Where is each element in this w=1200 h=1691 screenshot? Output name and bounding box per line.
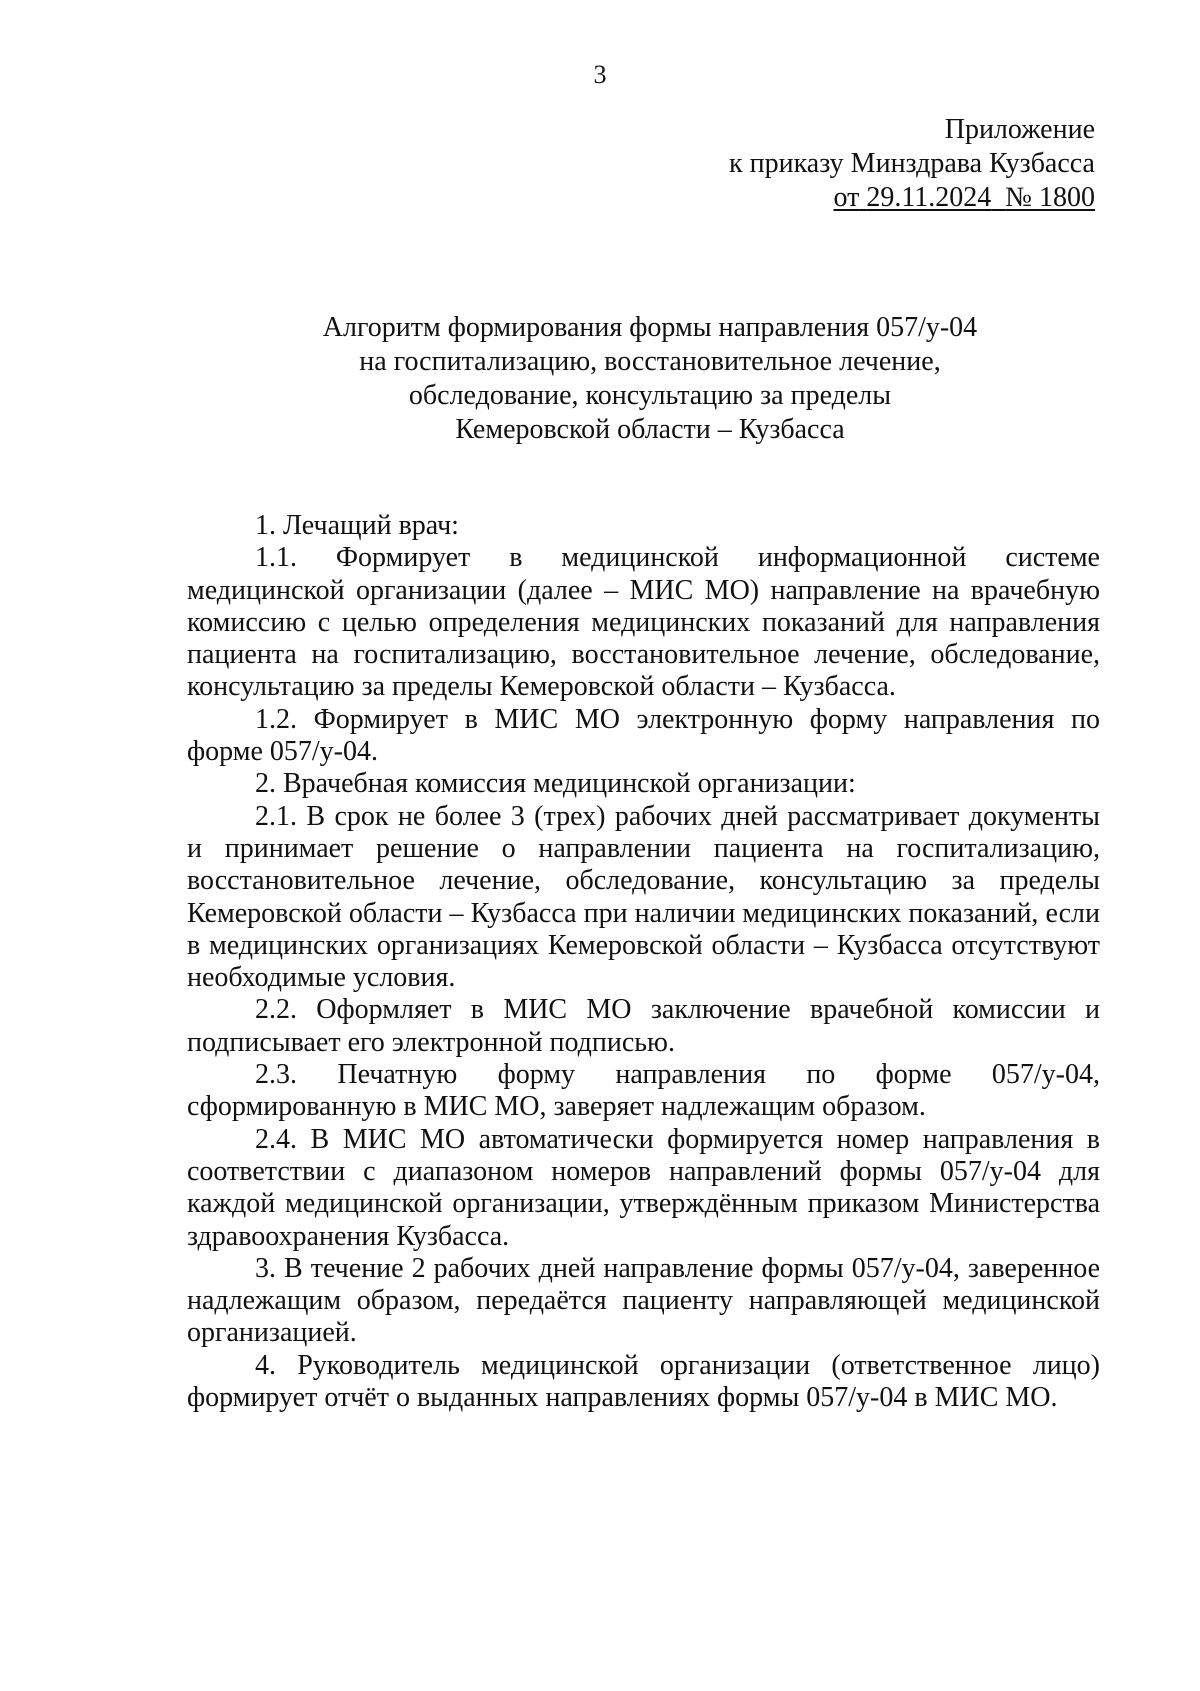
item-2-1-line: 2.1. В срок не более 3 (трех) рабочих дней рассматривает документы bbox=[255, 800, 1100, 832]
title-line-2: на госпитализацию, восстановительное лечение, bbox=[359, 346, 941, 377]
item-2-1-line: в медицинских организациях Кемеровской области – Кузбасса отсутствуют bbox=[187, 929, 1100, 961]
item-2-4-line: 2.4. В МИС МО автоматически формируется номер направления в bbox=[255, 1123, 1100, 1155]
appendix-label: Приложение bbox=[944, 114, 1095, 145]
item-2-3-line: 2.3. Печатную форму направления по форме 057/у-04, bbox=[255, 1059, 1100, 1091]
item-1-2-line: форме 057/у-04. bbox=[187, 736, 378, 768]
title-line-4: Кемеровской области – Кузбасса bbox=[455, 414, 845, 445]
page-number: 3 bbox=[593, 60, 607, 89]
appendix-header bbox=[575, 113, 1095, 215]
document-body bbox=[187, 510, 1100, 1414]
section-4-line: 4. Руководитель медицинской организации (ответственное лицо) bbox=[255, 1349, 1100, 1381]
item-2-4-line: соответствии с диапазоном номеров направлений формы 057/у-04 для bbox=[187, 1155, 1100, 1187]
item-2-1-line: и принимает решение о направлении пациента на госпитализацию, bbox=[187, 832, 1100, 864]
title-line-1: Алгоритм формирования формы направления 057/у-04 bbox=[322, 312, 978, 343]
section-3-line: организацией. bbox=[187, 1317, 357, 1349]
item-2-2-line: подписывает его электронной подписью. bbox=[187, 1026, 675, 1058]
item-1-1-line: консультацию за пределы Кемеровской области – Кузбасса. bbox=[187, 671, 896, 703]
item-1-1-line: 1.1. Формирует в медицинской информационной системе bbox=[255, 542, 1100, 574]
section-1-heading: 1. Лечащий врач: bbox=[255, 510, 459, 541]
order-date: 29.11.2024 bbox=[866, 182, 992, 213]
order-number: 1800 bbox=[1039, 182, 1095, 213]
item-1-2-line: 1.2. Формирует в МИС МО электронную форму направления по bbox=[255, 703, 1100, 735]
section-4-line: формирует отчёт о выданных направлениях формы 057/у-04 в МИС МО. bbox=[187, 1382, 1058, 1414]
item-2-4-line: каждой медицинской организации, утверждённым приказом Министерства bbox=[187, 1188, 1100, 1220]
item-2-1-line: Кемеровской области – Кузбасса при наличии медицинских показаний, если bbox=[187, 897, 1100, 929]
item-2-3-line: сформированную в МИС МО, заверяет надлежащим образом. bbox=[187, 1091, 926, 1123]
item-1-1-line: комиссию с целью определения медицинских показаний для направления bbox=[187, 606, 1100, 638]
order-number-sign: № bbox=[1005, 182, 1032, 213]
item-2-2-line: 2.2. Оформляет в МИС МО заключение врачебной комиссии и bbox=[255, 994, 1100, 1026]
item-2-1-line: необходимые условия. bbox=[187, 962, 456, 994]
item-1-1-line: пациента на госпитализацию, восстановительное лечение, обследование, bbox=[187, 639, 1100, 671]
section-3-line: надлежащим образом, передаётся пациенту направляющей медицинской bbox=[187, 1285, 1100, 1317]
appendix-order-date-number bbox=[575, 181, 1095, 215]
appendix-order-reference: к приказу Минздрава Кузбасса bbox=[729, 148, 1095, 179]
section-3-line: 3. В течение 2 рабочих дней направление формы 057/у-04, заверенное bbox=[255, 1252, 1100, 1284]
document-title bbox=[250, 311, 1050, 447]
order-prefix: от bbox=[833, 182, 860, 213]
item-1-1-line: медицинской организации (далее – МИС МО) направление на врачебную bbox=[187, 574, 1100, 606]
title-line-3: обследование, консультацию за пределы bbox=[408, 380, 892, 411]
item-2-4-line: здравоохранения Кузбасса. bbox=[187, 1220, 510, 1252]
section-2-heading: 2. Врачебная комиссия медицинской организации: bbox=[255, 768, 856, 800]
item-2-1-line: восстановительное лечение, обследование, консультацию за пределы bbox=[187, 865, 1100, 897]
